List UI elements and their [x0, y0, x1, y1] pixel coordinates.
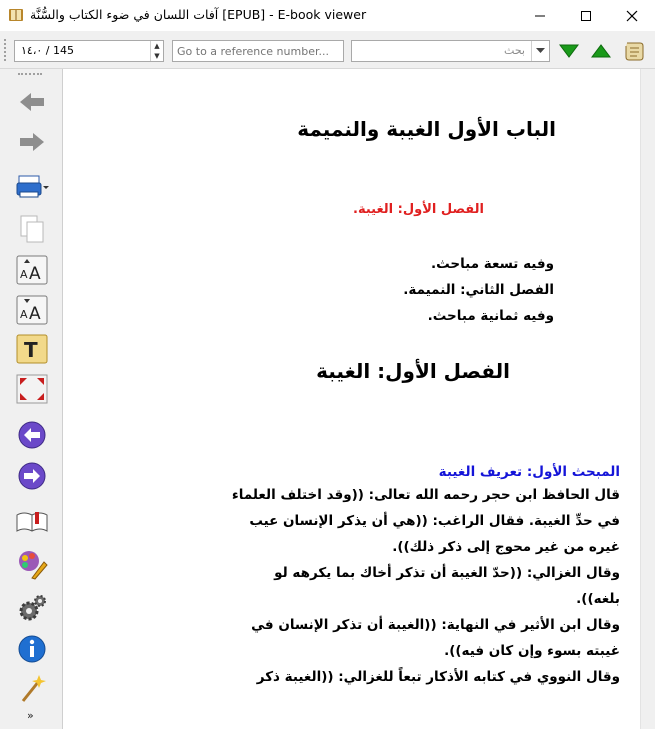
fullscreen-button[interactable] — [14, 372, 50, 406]
subsection-title: المبحث الأول: تعريف الغيبة — [438, 464, 620, 480]
find-previous-button[interactable] — [589, 40, 613, 62]
svg-text:T: T — [24, 338, 38, 362]
scroll-button[interactable] — [622, 40, 646, 62]
find-next-icon — [559, 44, 579, 58]
svg-text:A: A — [29, 304, 41, 324]
bookmark-button[interactable] — [14, 505, 50, 539]
close-button[interactable] — [609, 0, 655, 31]
title-bar — [0, 0, 655, 31]
text-icon — [16, 334, 48, 364]
search-placeholder: بحث — [504, 44, 525, 57]
side-toolbar — [0, 69, 63, 729]
fullscreen-icon — [16, 374, 48, 404]
font-smaller-button[interactable] — [14, 293, 50, 327]
spin-arrows[interactable] — [150, 41, 163, 61]
forward-icon — [18, 130, 46, 154]
bookmark-icon — [15, 509, 49, 535]
maximize-icon — [580, 10, 592, 22]
font-larger-icon — [16, 255, 48, 285]
svg-text:A: A — [29, 264, 41, 284]
sidebar-more-indicator[interactable]: » — [27, 709, 34, 722]
close-icon — [626, 10, 638, 22]
preferences-icon — [16, 592, 48, 624]
next-page-icon — [17, 461, 47, 491]
copy-button[interactable] — [14, 212, 50, 246]
scroll-icon — [623, 40, 645, 62]
spin-down-icon[interactable]: ▼ — [154, 52, 160, 60]
body-line: وقال ابن الأثير في النهاية: ((الغيبة أن تذكر الإنسان في — [251, 617, 620, 633]
body-line: بلغه)). — [576, 591, 620, 607]
summary-line: وفيه ثمانية مباحث. — [427, 308, 554, 324]
font-smaller-icon — [16, 295, 48, 325]
theme-icon — [16, 548, 48, 580]
find-previous-icon — [591, 44, 611, 58]
svg-text:A: A — [20, 308, 28, 321]
back-icon — [18, 90, 46, 114]
info-icon — [17, 634, 47, 664]
app-book-icon — [8, 7, 24, 23]
chevron-down-icon — [536, 48, 545, 54]
vertical-scrollbar[interactable] — [640, 69, 655, 729]
body-line: غيبته بسوء وإن كان فيه)). — [444, 643, 620, 659]
svg-text:A: A — [20, 268, 28, 281]
spin-up-icon[interactable]: ▲ — [154, 42, 160, 50]
body-line: غيره من غير محوج إلى ذكر ذلك)). — [392, 539, 620, 555]
page-position-spinbox[interactable] — [14, 40, 164, 62]
section-title: الفصل الأول: الغيبة — [316, 359, 510, 383]
theme-button[interactable] — [14, 547, 50, 581]
reference-mode-button[interactable] — [14, 672, 50, 706]
reference-input[interactable] — [172, 40, 344, 62]
back-button[interactable] — [14, 85, 50, 119]
forward-button[interactable] — [14, 125, 50, 159]
page-position-value: ١٤،٠ / 145 — [21, 44, 74, 57]
sidebar-grip[interactable] — [18, 73, 42, 76]
search-dropdown-button[interactable] — [531, 41, 549, 61]
chapter-section-link[interactable]: الفصل الأول: الغيبة. — [353, 202, 484, 217]
summary-line: الفصل الثاني: النميمة. — [403, 282, 554, 298]
minimize-button[interactable] — [517, 0, 563, 31]
preferences-button[interactable] — [14, 591, 50, 625]
body-line: في حدِّ الغيبة. فقال الراغب: ((هي أن يذكر الإنسان عيب — [249, 513, 620, 529]
window-title: آفات اللسان في ضوء الكتاب والسُّنَّة [EPUB] - E-book viewer — [30, 7, 367, 22]
previous-page-icon — [17, 420, 47, 450]
summary-line: وفيه تسعة مباحث. — [430, 256, 554, 272]
chapter-title: الباب الأول الغيبة والنميمة — [297, 117, 556, 141]
top-toolbar — [0, 31, 655, 69]
previous-page-button[interactable] — [14, 418, 50, 452]
search-combobox[interactable] — [351, 40, 550, 62]
maximize-button[interactable] — [563, 0, 609, 31]
print-button[interactable] — [14, 169, 50, 203]
next-page-button[interactable] — [14, 459, 50, 493]
book-content — [63, 69, 640, 729]
body-line: قال الحافظ ابن حجر رحمه الله تعالى: ((وقد اختلف العلماء — [231, 487, 620, 503]
body-line: وقال الغزالي: ((حدّ الغيبة أن تذكر أخاك بما يكرهه لو — [274, 565, 620, 581]
info-button[interactable] — [14, 632, 50, 666]
copy-icon — [18, 214, 46, 244]
print-icon — [15, 172, 49, 200]
reference-mode-icon — [17, 673, 47, 705]
body-line: وقال النووي في كتابه الأذكار تبعاً للغزالي: ((الغيبة ذكر — [256, 669, 620, 685]
minimize-icon — [534, 10, 546, 22]
font-larger-button[interactable] — [14, 253, 50, 287]
toolbar-grip[interactable] — [4, 39, 7, 61]
find-next-button[interactable] — [557, 40, 581, 62]
text-button[interactable] — [14, 332, 50, 366]
